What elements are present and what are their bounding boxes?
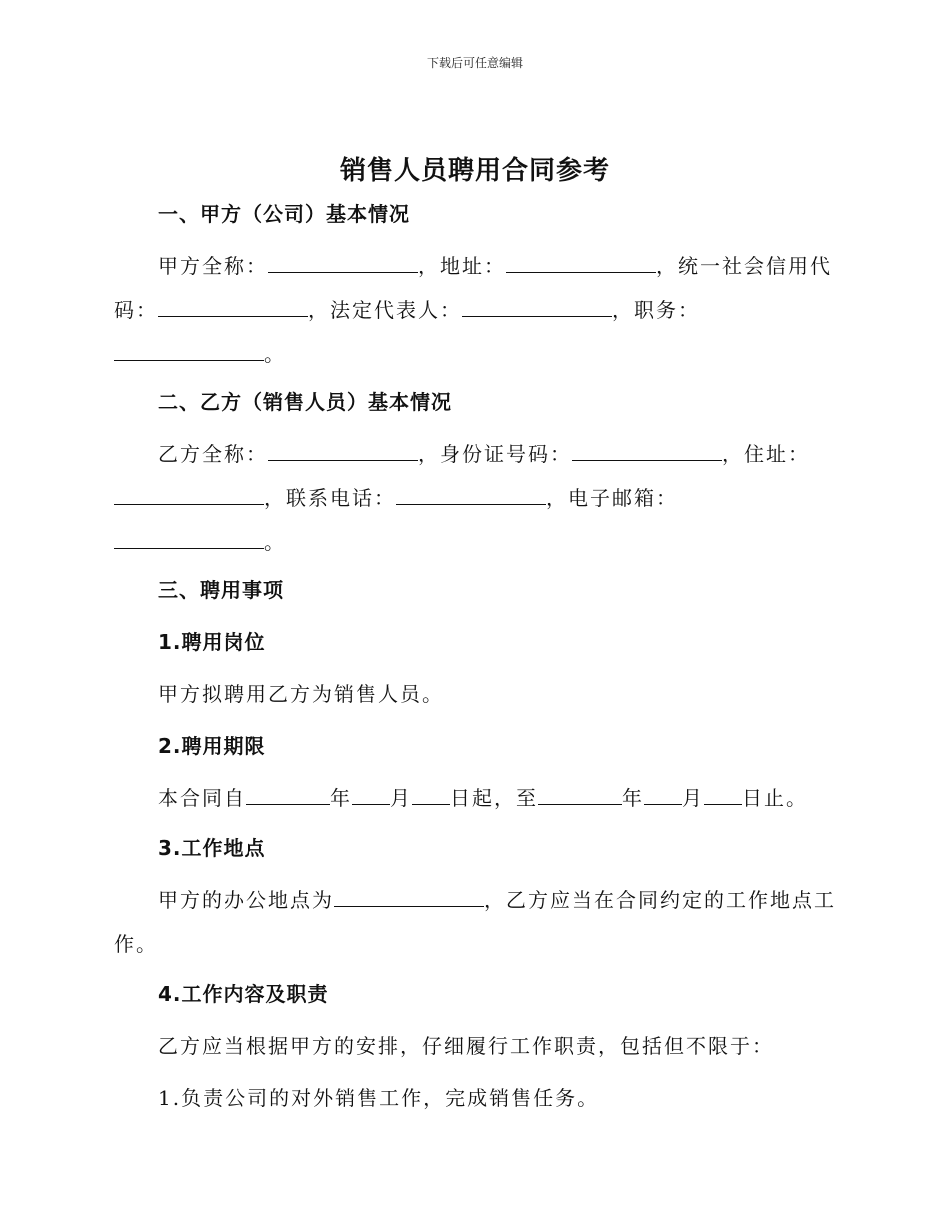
party-a-line-2 [114, 294, 834, 323]
document-title: 销售人员聘用合同参考 [339, 156, 610, 186]
party-a-address-blank [506, 254, 656, 273]
page-header-note: 下载后可任意编辑 [426, 56, 523, 70]
section-3-heading: 三、聘用事项 [158, 578, 284, 602]
party-a-line-3 [114, 338, 834, 367]
party-b-phone-label: ，联系电话： [264, 486, 396, 510]
section-1-heading: 一、甲方（公司）基本情况 [158, 202, 410, 226]
section-2-heading: 二、乙方（销售人员）基本情况 [158, 390, 452, 414]
item-3-heading: 3.工作地点 [158, 836, 266, 860]
office-location-label: 甲方的办公地点为 [158, 888, 334, 912]
term-end-label: 日起，至 [450, 786, 538, 810]
party-b-name-blank [268, 442, 418, 461]
end-day-blank [704, 786, 742, 805]
party-a-name-label: 甲方全称： [158, 254, 268, 278]
end-year-unit: 年 [622, 786, 644, 810]
party-a-line-end: 。 [264, 342, 286, 366]
start-year-blank [246, 786, 330, 805]
start-year-unit: 年 [330, 786, 352, 810]
party-b-phone-blank [396, 486, 546, 505]
party-b-email-blank [114, 530, 264, 549]
party-a-position-blank [114, 342, 264, 361]
item-2-term-line [158, 782, 878, 811]
item-1-text: 甲方拟聘用乙方为销售人员。 [158, 682, 444, 706]
start-day-blank [412, 786, 450, 805]
party-b-email-label: ，电子邮箱： [546, 486, 678, 510]
item-1-heading: 1.聘用岗位 [158, 630, 266, 654]
party-b-address-label: ，住址： [722, 442, 810, 466]
end-month-unit: 月 [682, 786, 704, 810]
party-a-credit-code-label: ，统一社会信用代 [656, 254, 832, 278]
end-month-blank [644, 786, 682, 805]
item-3-text-line-1 [158, 884, 836, 913]
item-3-text-line-2: 作。 [114, 932, 158, 956]
party-a-legal-rep-label: ，法定代表人： [308, 298, 462, 322]
party-a-legal-rep-blank [462, 298, 612, 317]
party-a-credit-code-blank [158, 298, 308, 317]
party-b-line-3 [114, 526, 834, 555]
item-4-intro: 乙方应当根据甲方的安排，仔细履行工作职责，包括但不限于： [158, 1034, 774, 1058]
party-a-position-label: ，职务： [612, 298, 700, 322]
end-year-blank [538, 786, 622, 805]
party-b-line-2 [114, 482, 834, 511]
party-a-credit-code-label-cont: 码： [114, 298, 158, 322]
party-a-line-1 [158, 250, 832, 279]
party-b-address-blank [114, 486, 264, 505]
party-a-name-blank [268, 254, 418, 273]
item-4-heading: 4.工作内容及职责 [158, 982, 329, 1006]
party-b-id-label: ，身份证号码： [418, 442, 572, 466]
term-start-label: 本合同自 [158, 786, 246, 810]
item-2-heading: 2.聘用期限 [158, 734, 266, 758]
office-location-blank [334, 888, 484, 907]
term-end-suffix: 日止。 [742, 786, 808, 810]
start-month-blank [352, 786, 390, 805]
start-month-unit: 月 [390, 786, 412, 810]
party-b-line-end: 。 [264, 530, 286, 554]
party-b-id-blank [572, 442, 722, 461]
office-location-text: ，乙方应当在合同约定的工作地点工 [484, 888, 836, 912]
party-b-name-label: 乙方全称： [158, 442, 268, 466]
party-b-line-1 [158, 438, 878, 467]
item-4-point-1: 1.负责公司的对外销售工作，完成销售任务。 [158, 1086, 600, 1110]
party-a-address-label: ，地址： [418, 254, 506, 278]
